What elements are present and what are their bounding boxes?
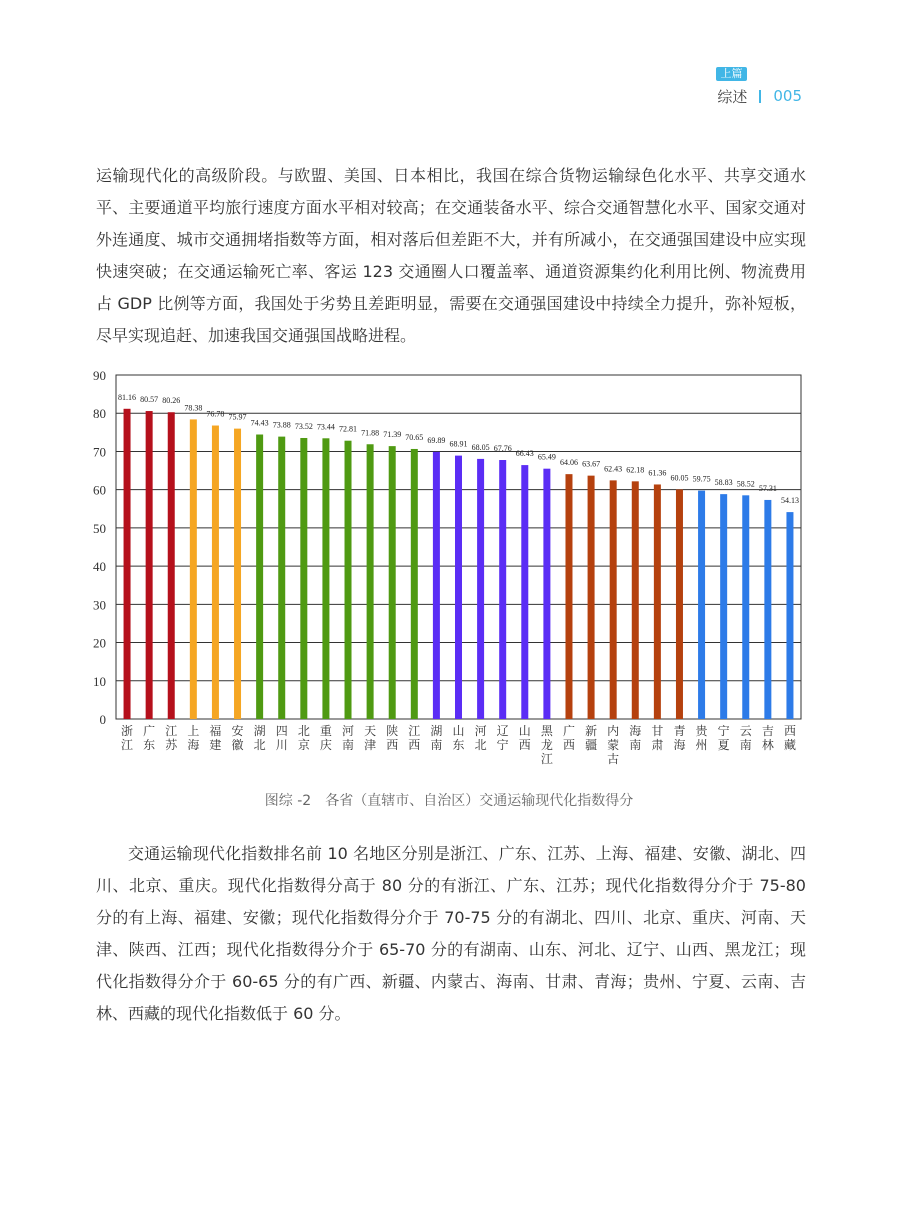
x-tick-label: 河南 (342, 724, 355, 752)
data-label: 65.49 (537, 452, 556, 462)
data-label: 66.43 (515, 449, 534, 459)
x-tick-label: 内蒙古 (607, 724, 620, 766)
y-tick-label: 10 (93, 673, 106, 689)
data-label: 63.67 (582, 459, 601, 469)
x-tick-label: 北京 (297, 724, 310, 752)
x-tick-label: 天津 (364, 724, 377, 752)
bar (168, 412, 175, 719)
bar (411, 449, 418, 719)
bar (278, 437, 285, 719)
data-label: 67.76 (493, 444, 512, 454)
x-tick-label: 云南 (739, 724, 752, 752)
bar (234, 429, 241, 719)
bar (477, 459, 484, 719)
bar (521, 465, 528, 719)
bar (212, 426, 219, 719)
data-label: 76.78 (206, 409, 225, 419)
x-tick-label: 浙江 (121, 724, 134, 752)
data-label: 69.89 (427, 435, 446, 445)
bar (256, 435, 263, 719)
data-label: 57.31 (758, 483, 777, 493)
data-label: 81.16 (118, 392, 137, 402)
data-label: 68.05 (471, 442, 490, 452)
summary-paragraph: 交通运输现代化指数排名前 10 名地区分别是浙江、广东、江苏、上海、福建、安徽、湖北、四川、北京、重庆。现代化指数得分高于 80 分的有浙江、广东、江苏；现代化指数得分介于 75-80 分的有上海、福建、安徽；现代化指数得分介于 70-75 分的有湖北、四川、北京、重庆、河南、天津、陕西、江西；现代化指数得分介于 65-70 分的有湖南、山东、河北、辽宁、山西、黑龙江；现代化指数得分介于 60-65 分的有广西、新疆、内蒙古、海南、甘肃、青海；贵州、宁夏、云南、吉林、西藏的现代化指数低于 60 分。 (96, 844, 806, 1023)
bar (654, 484, 661, 719)
x-tick-label: 湖北 (253, 724, 266, 752)
bar (455, 456, 462, 719)
running-header (717, 86, 802, 106)
intro-paragraph: 运输现代化的高级阶段。与欧盟、美国、日本相比，我国在综合货物运输绿色化水平、共享交通水平、主要通道平均旅行速度方面水平相对较高；在交通装备水平、综合交通智慧化水平、国家交通对外连通度、城市交通拥堵指数等方面，相对落后但差距不大，并有所减小，在交通强国建设中应实现快速突破；在交通运输死亡率、客运 123 交通圈人口覆盖率、通道资源集约化利用比例、物流费用占 GDP 比例等方面，我国处于劣势且差距明显，需要在交通强国建设中持续全力提升，弥补短板，尽早实现追赶、加速我国交通强国战略进程。 (96, 166, 806, 345)
data-label: 70.65 (405, 432, 424, 442)
bar (300, 438, 307, 719)
figure-caption: 图综 -2 各省（直辖市、自治区）交通运输现代化指数得分 (264, 793, 634, 809)
x-tick-label: 广西 (562, 724, 575, 752)
x-tick-label: 山东 (452, 724, 465, 752)
bar (610, 480, 617, 719)
y-tick-label: 70 (93, 444, 106, 460)
data-label: 62.18 (626, 465, 645, 475)
x-tick-label: 贵州 (695, 724, 708, 752)
data-label: 80.57 (140, 395, 159, 405)
page-number: 005 (773, 87, 802, 105)
y-tick-label: 20 (93, 635, 106, 651)
data-label: 71.88 (361, 428, 380, 438)
bar (367, 444, 374, 719)
x-tick-label: 辽宁 (496, 724, 509, 752)
data-label: 58.83 (714, 478, 733, 488)
data-label: 73.44 (316, 422, 335, 432)
plot-frame (116, 375, 801, 719)
data-label: 75.97 (228, 412, 247, 422)
bar (433, 452, 440, 719)
x-tick-label: 湖南 (430, 724, 443, 752)
data-label: 73.52 (294, 421, 313, 431)
x-tick-label: 江西 (408, 724, 421, 752)
x-tick-label: 陕西 (386, 724, 399, 752)
bar (322, 438, 329, 719)
data-label: 62.43 (604, 464, 623, 474)
x-tick-label: 上海 (187, 724, 200, 752)
x-tick-label: 甘肃 (651, 724, 664, 752)
data-label: 68.91 (449, 439, 468, 449)
data-label: 78.38 (184, 403, 203, 413)
data-label: 71.39 (383, 430, 402, 440)
section-title: 综述 (717, 87, 748, 106)
data-label: 58.52 (736, 479, 755, 489)
x-tick-label: 福建 (209, 724, 222, 752)
y-tick-label: 0 (99, 712, 106, 727)
y-tick-label: 40 (93, 559, 106, 575)
x-tick-label: 西藏 (783, 724, 796, 752)
bar (742, 495, 749, 719)
data-label: 60.05 (670, 473, 689, 483)
x-tick-label: 宁夏 (717, 724, 730, 752)
x-tick-label: 江苏 (165, 724, 178, 752)
bar (345, 441, 352, 719)
x-tick-label: 黑龙江 (540, 724, 553, 766)
y-tick-label: 30 (93, 597, 106, 613)
x-tick-label: 安徽 (231, 724, 244, 752)
x-tick-label: 广东 (143, 724, 156, 752)
bar (720, 494, 727, 719)
bar (588, 476, 595, 719)
section-badge: 上篇 (716, 67, 747, 81)
data-label: 80.26 (162, 396, 181, 406)
y-tick-label: 90 (93, 368, 106, 383)
x-tick-label: 河北 (474, 724, 487, 752)
x-tick-label: 吉林 (761, 724, 774, 752)
bar (676, 489, 683, 719)
x-tick-label: 重庆 (319, 724, 332, 752)
bar (146, 411, 153, 719)
data-label: 61.36 (648, 468, 667, 478)
data-label: 74.43 (250, 418, 269, 428)
header-divider (759, 90, 761, 103)
bar (764, 500, 771, 719)
bar (565, 474, 572, 719)
bar (543, 469, 550, 719)
data-label: 73.88 (272, 420, 291, 430)
x-tick-label: 四川 (275, 724, 288, 752)
x-tick-label: 山西 (518, 724, 531, 752)
x-tick-label: 新疆 (585, 724, 598, 752)
bar (389, 446, 396, 719)
y-tick-label: 50 (93, 520, 106, 536)
data-label: 64.06 (559, 458, 578, 468)
bar (698, 491, 705, 719)
data-label: 59.75 (692, 474, 711, 484)
bar (786, 512, 793, 719)
x-tick-label: 海南 (629, 724, 642, 752)
x-tick-label: 青海 (673, 724, 686, 752)
bar (190, 419, 197, 719)
data-label: 72.81 (339, 424, 358, 434)
bar (632, 481, 639, 719)
bar (124, 409, 131, 719)
data-label: 54.13 (780, 496, 799, 506)
y-tick-label: 80 (93, 406, 106, 422)
bar (499, 460, 506, 719)
y-tick-label: 60 (93, 482, 106, 498)
